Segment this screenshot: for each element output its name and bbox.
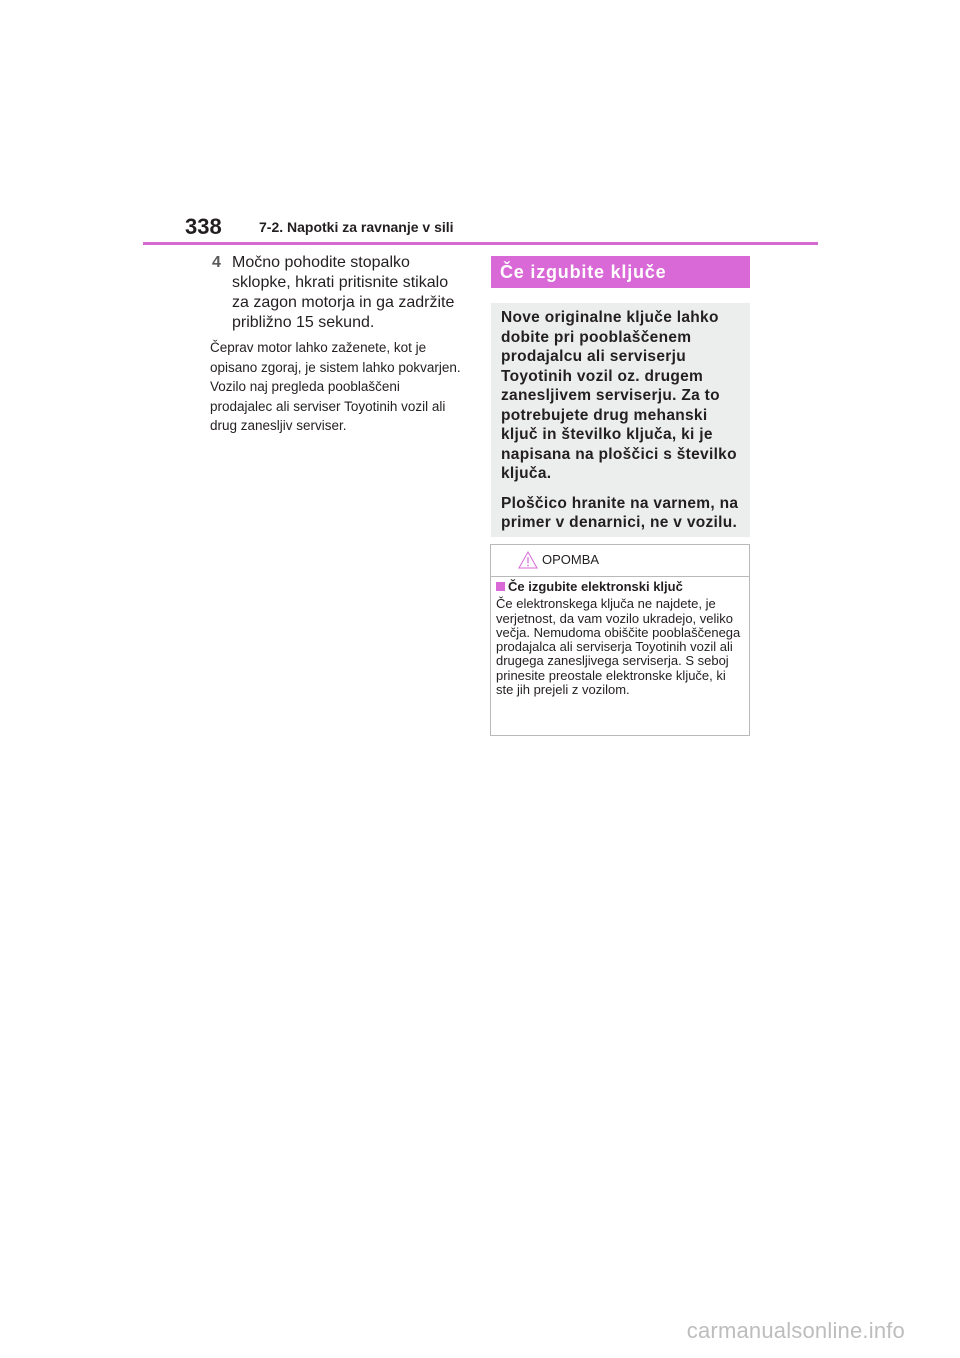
- notice-box: [490, 544, 750, 736]
- header-rule: [143, 242, 818, 245]
- notice-subheading-row: [496, 580, 744, 594]
- page-number: 338: [185, 214, 222, 239]
- notice-body: [491, 577, 749, 697]
- square-bullet-icon: [496, 582, 505, 591]
- step-item: [212, 253, 467, 333]
- info-box: [491, 303, 750, 537]
- watermark: carmanualsonline.info: [686, 1318, 905, 1343]
- section-title: 7-2. Napotki za ravnanje v sili: [259, 219, 454, 235]
- info-paragraph-1: Nove originalne ključe lahko dobite pri pooblaščenem prodajalcu ali serviserju Toyotinih vozil oz. drugem zanesljivem serviserju. Za to potrebujete drug mehanski ključ in številko ključa, ki je napisana na ploščici s številko ključa.: [501, 309, 737, 482]
- info-paragraph-2: Ploščico hranite na varnem, na primer v denarnici, ne v vozilu.: [501, 494, 739, 531]
- section-heading-banner: Če izgubite ključe: [491, 256, 750, 288]
- notice-text: Če elektronskega ključa ne najdete, je verjetnost, da vam vozilo ukradejo, veliko večja. Nemudoma obiščite pooblaščenega prodajalca ali serviserja Toyotinih vozil ali drugega zanesljivega serviserja. S seboj prinesite preostale elektronske ključe, ki ste jih prejeli z vozilom.: [496, 596, 741, 698]
- step-number: 4: [212, 254, 221, 271]
- warning-triangle-icon: [518, 551, 538, 569]
- notice-subheading: Če izgubite elektronski ključ: [508, 579, 683, 594]
- notice-header: [491, 545, 749, 577]
- step-text: Močno pohodite stopalko sklopke, hkrati pritisnite stikalo za zagon motorja in ga zadržite približno 15 sekund.: [232, 254, 455, 331]
- notice-title: OPOMBA: [542, 552, 600, 567]
- body-note: Čeprav motor lahko zaženete, kot je opisano zgoraj, je sistem lahko pokvarjen. Vozilo naj pregleda pooblaščeni prodajalec ali serviser Toyotinih vozil ali drug zanesljiv serviser.: [210, 340, 461, 434]
